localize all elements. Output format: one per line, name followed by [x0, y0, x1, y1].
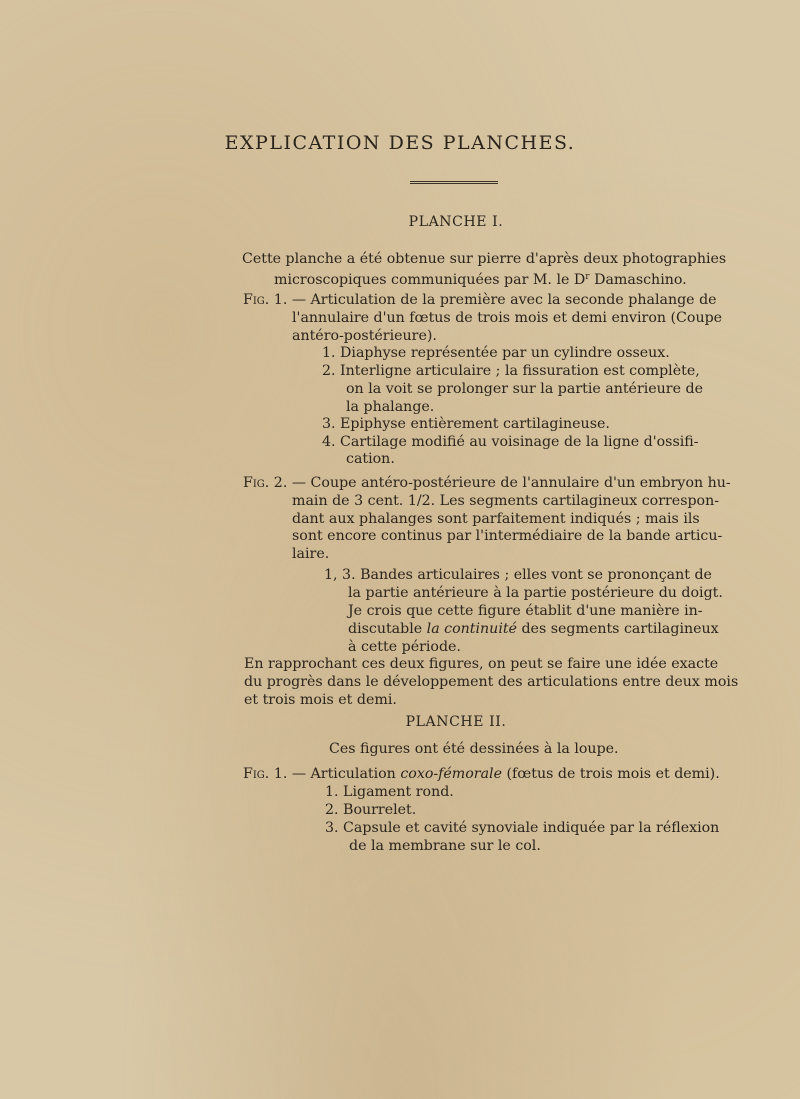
- plate-2-fig-1-item-2: 2. Bourrelet.: [325, 802, 417, 818]
- plate-1-fig-2-item-1-cont-3: discutable la continuité des segments cartilagineux: [348, 621, 719, 637]
- plate-1-fig-2-line-4: sont encore continus par l'intermédiaire de la bande articu-: [292, 528, 723, 544]
- plate-2-fig-1-line-1: Fig. 1. — Articulation coxo-fémorale (fœtus de trois mois et demi).: [243, 766, 720, 782]
- fig-label: Fig. 1.: [243, 292, 288, 308]
- plate-1-fig-1-line-2: l'annulaire d'un fœtus de trois mois et demi environ (Coupe: [292, 310, 723, 326]
- plate-2-intro: Ces figures ont été dessinées à la loupe.: [329, 741, 619, 757]
- plate-1-fig-1-line-1: Fig. 1. — Articulation de la première avec la seconde phalange de: [243, 292, 717, 308]
- plate-1-fig-1-item-2: 2. Interligne articulaire ; la fissuration est complète,: [322, 363, 700, 379]
- plate-1-fig-1-item-2-cont-1: on la voit se prolonger sur la partie antérieure de: [346, 381, 703, 397]
- plate-1-fig-2-item-1-cont-1: la partie antérieure à la partie postérieure du doigt.: [348, 585, 723, 601]
- plate-2-heading: PLANCHE II.: [405, 714, 507, 730]
- plate-2-fig-1-item-3: 3. Capsule et cavité synoviale indiquée par la réflexion: [325, 820, 720, 836]
- plate-1-fig-1-item-1: 1. Diaphyse représentée par un cylindre osseux.: [322, 345, 670, 361]
- plate-2-fig-1-item-3-cont: de la membrane sur le col.: [349, 838, 541, 854]
- fig-label: Fig. 2.: [243, 475, 288, 491]
- plate-1-fig-1-item-4-cont: cation.: [346, 451, 395, 467]
- plate-1-fig-2-item-1-cont-2: Je crois que cette figure établit d'une manière in-: [348, 603, 703, 619]
- plate-2-fig-1-item-1: 1. Ligament rond.: [325, 784, 454, 800]
- plate-1-fig-1-item-4: 4. Cartilage modifié au voisinage de la ligne d'ossifi-: [322, 434, 699, 450]
- plate-1-fig-2-line-1: Fig. 2. — Coupe antéro-postérieure de l'annulaire d'un embryon hu-: [243, 475, 731, 491]
- plate-1-fig-1-item-2-cont-2: la phalange.: [346, 399, 435, 415]
- page-title: EXPLICATION DES PLANCHES.: [224, 132, 576, 154]
- plate-1-heading: PLANCHE I.: [408, 214, 504, 230]
- plate-1-closing-line-3: et trois mois et demi.: [244, 692, 397, 708]
- plate-1-fig-2-line-2: main de 3 cent. 1/2. Les segments cartilagineux correspon-: [292, 493, 720, 509]
- plate-1-fig-2-line-5: laire.: [292, 546, 330, 562]
- plate-1-fig-1-item-3: 3. Epiphyse entièrement cartilagineuse.: [322, 416, 610, 432]
- plate-1-fig-1-line-3: antéro-postérieure).: [292, 328, 437, 344]
- plate-1-fig-2-item-1: 1, 3. Bandes articulaires ; elles vont se prononçant de: [324, 567, 712, 583]
- plate-1-intro-line-2: microscopiques communiquées par M. le $D^r$ Damaschino.: [274, 272, 687, 288]
- plate-1-fig-2-item-1-cont-4: à cette période.: [348, 639, 461, 655]
- title-divider: [410, 181, 498, 184]
- plate-1-closing-line-1: En rapprochant ces deux figures, on peut se faire une idée exacte: [244, 656, 719, 672]
- plate-1-intro-line-1: Cette planche a été obtenue sur pierre d'après deux photographies: [242, 251, 727, 267]
- fig-label: Fig. 1.: [243, 766, 288, 782]
- plate-1-fig-2-line-3: dant aux phalanges sont parfaitement indiqués ; mais ils: [292, 511, 700, 527]
- plate-1-closing-line-2: du progrès dans le développement des articulations entre deux mois: [244, 674, 739, 690]
